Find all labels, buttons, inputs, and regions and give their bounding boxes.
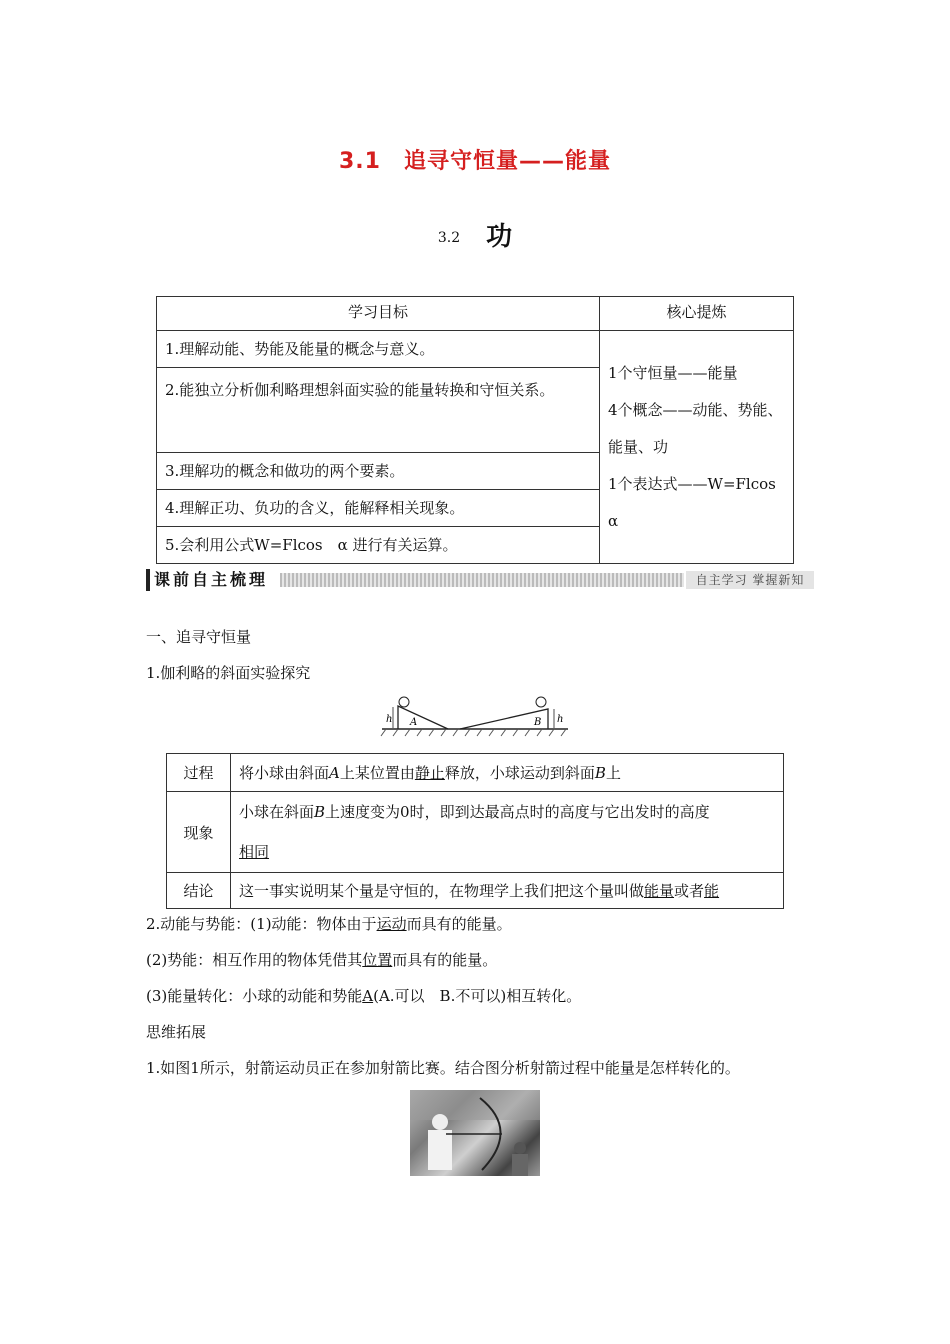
objectives-header: 学习目标	[157, 297, 600, 331]
blank-motion: 运动	[376, 915, 407, 933]
kinetic-energy-line: 2.动能与势能：(1)动能：物体由于运动而具有的能量。	[146, 915, 512, 933]
sub-title	[0, 216, 950, 253]
section-banner	[146, 569, 814, 591]
ball-b	[536, 697, 546, 707]
label-a: A	[410, 717, 418, 728]
main-title: 3.1 追寻守恒量——能量	[339, 149, 611, 174]
blank-same: 相同	[239, 843, 270, 861]
incline-diagram	[378, 694, 574, 738]
core-header: 核心提炼	[600, 297, 794, 331]
item-heading: 1.伽利略的斜面实验探究	[146, 664, 311, 682]
banner-divider	[280, 573, 684, 587]
blank-position: 位置	[362, 951, 393, 969]
label-h-left: h	[386, 714, 393, 725]
thinking-heading: 思维拓展	[146, 1023, 207, 1041]
objective-item-5: 5.会利用公式W=Flcos α 进行有关运算。	[157, 527, 600, 564]
blank-neng: 能	[704, 882, 720, 900]
experiment-table	[166, 753, 784, 909]
label-b: B	[534, 717, 542, 728]
core-item-1: 1个守恒量——能量	[608, 363, 738, 382]
objective-item-3: 3.理解功的概念和做功的两个要素。	[157, 453, 600, 490]
blank-static: 静止	[414, 764, 445, 782]
core-item-2: 4个概念——动能、势能、能量、功	[608, 400, 783, 456]
row-process-key: 过程	[167, 754, 231, 792]
objective-item-1: 1.理解动能、势能及能量的概念与意义。	[157, 331, 600, 368]
row-process-value: 将小球由斜面A上某位置由静止释放，小球运动到斜面B上	[231, 754, 784, 792]
objective-item-4: 4.理解正功、负功的含义，能解释相关现象。	[157, 490, 600, 527]
incline-a	[398, 706, 448, 729]
core-summary	[600, 331, 794, 564]
sub-title-number: 3.2	[437, 229, 461, 246]
banner-title: 课前自主梳理	[146, 569, 282, 591]
thinking-question-1: 1.如图1所示，射箭运动员正在参加射箭比赛。结合图分析射箭过程中能量是怎样转化的。	[146, 1059, 740, 1077]
row-phenomenon-key: 现象	[167, 792, 231, 873]
potential-energy-line: (2)势能：相互作用的物体凭借其位置而具有的能量。	[146, 951, 498, 969]
label-h-right: h	[557, 714, 564, 725]
section-heading: 一、追寻守恒量	[146, 628, 252, 646]
ball-a	[399, 697, 409, 707]
energy-conversion-line: (3)能量转化：小球的动能和势能A(A.可以 B.不可以)相互转化。	[146, 987, 582, 1005]
blank-choice: A	[362, 987, 374, 1005]
archer-figure	[410, 1090, 540, 1176]
row-conclusion-value: 这一事实说明某个量是守恒的，在物理学上我们把这个量叫做能量或者能	[231, 873, 784, 909]
objectives-table	[156, 296, 794, 564]
row-phenomenon-value: 小球在斜面B上速度变为0时，即到达最高点时的高度与它出发时的高度 相同	[231, 792, 784, 873]
sub-title-text: 功	[486, 222, 513, 252]
blank-energy: 能量	[644, 882, 675, 900]
banner-subtitle: 自主学习 掌握新知	[686, 571, 814, 589]
core-item-3: 1个表达式——W=Flcos α	[608, 474, 791, 530]
row-conclusion-key: 结论	[167, 873, 231, 909]
archery-photo	[410, 1090, 540, 1176]
objective-item-2: 2.能独立分析伽利略理想斜面实验的能量转换和守恒关系。	[157, 368, 600, 453]
